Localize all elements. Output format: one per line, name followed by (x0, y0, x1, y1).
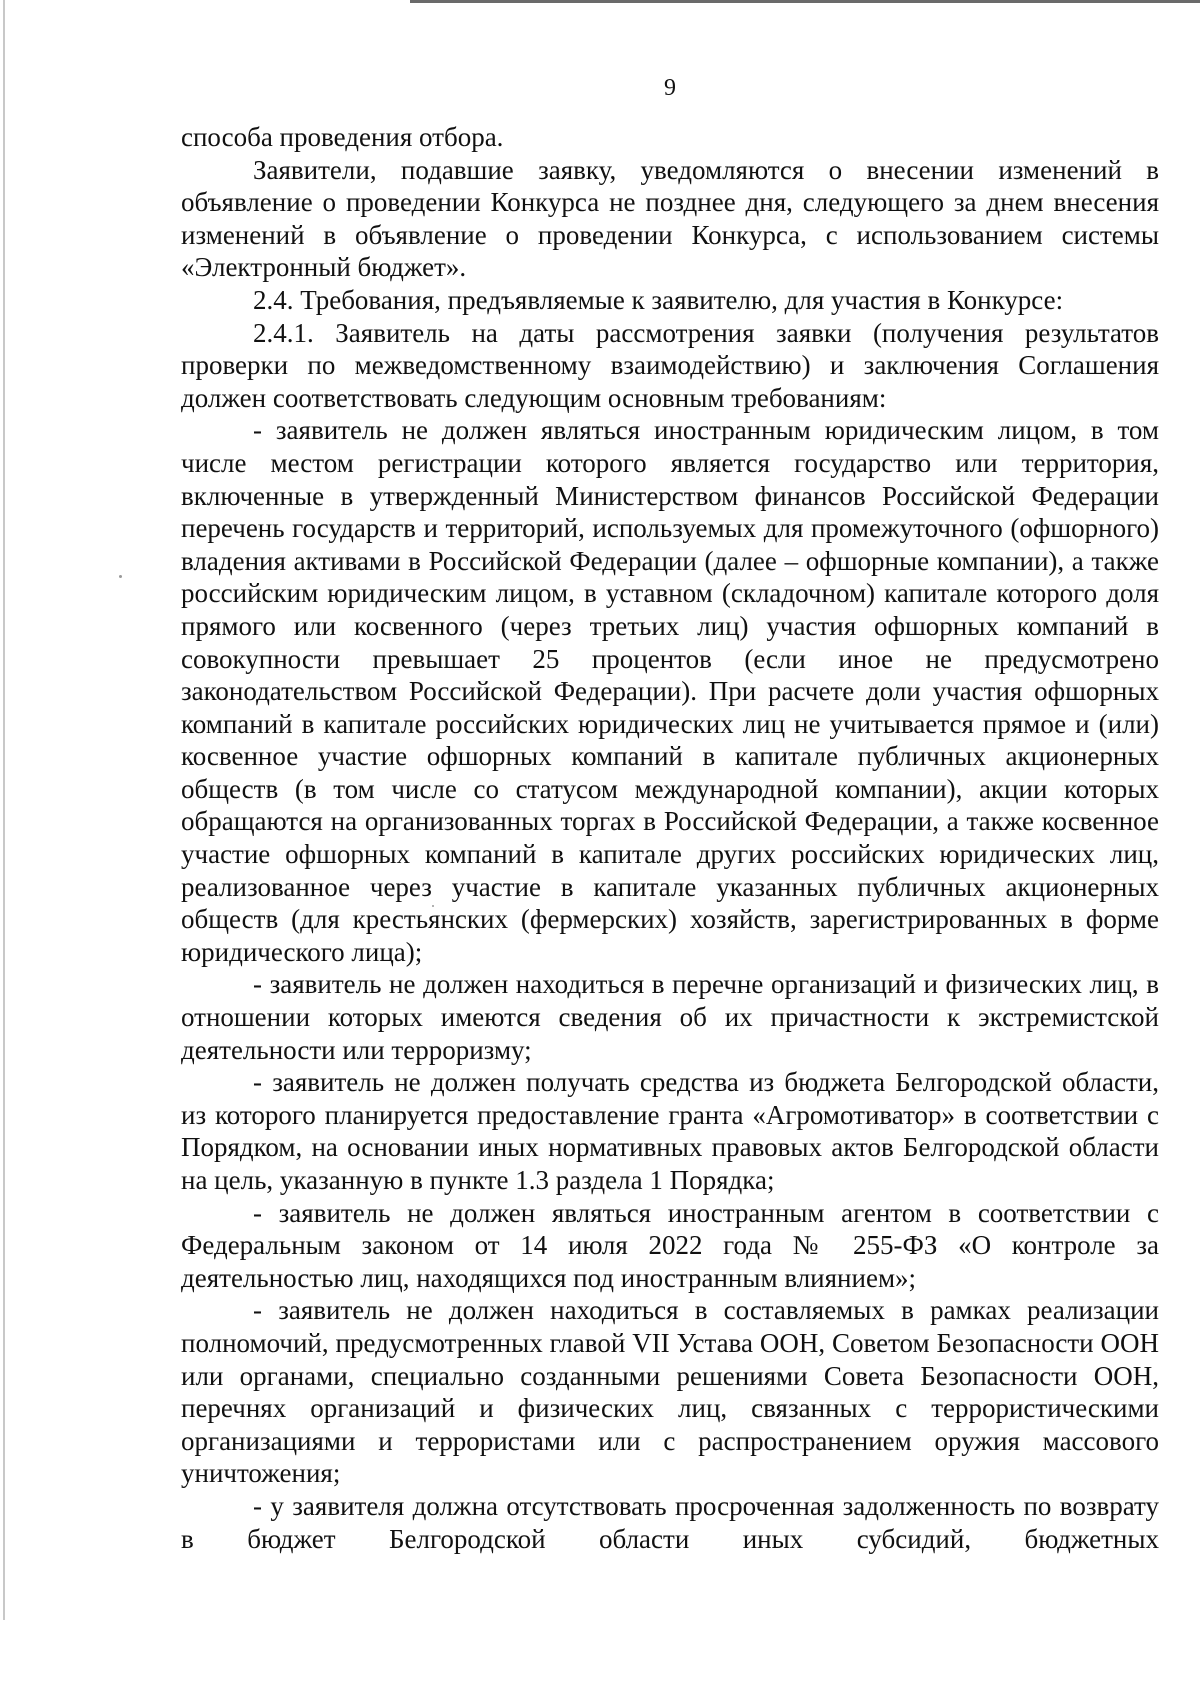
paragraph-continuation: способа проведения отбора. (181, 122, 504, 152)
requirement-extremism-list: - заявитель не должен находиться в перечне организаций и физических лиц, в отношении которых имеются сведения об их причастности к экстремистской деятельности или терроризму; (181, 969, 1159, 1065)
requirement-foreign-entity: - заявитель не должен являться иностранным юридическим лицом, в том числе местом регистрации которого является государство или территория, включенные в утвержденный Министерством финансов Российской Федерации перечень государств и территорий, используемых для промежуточного (офшорного) владения активами в Российской Федерации (далее – офшорные компании), а также российским юридическим лицом, в уставном (складочном) капитале которого доля прямого или косвенного (через третьих лиц) участия офшорных компаний в совокупности превышает 25 процентов (если иное не предусмотрено законодательством Российской Федерации). При расчете доли участия офшорных компаний в капитале российских юридических лиц не учитывается прямое и (или) косвенное участие офшорных компаний в капитале публичных акционерных обществ (в том числе со статусом международной компании), акции которых обращаются на организованных торгах в Российской Федерации, а также косвенное участие офшорных компаний в капитале других российских юридических лиц, реализованное через участие в капитале указанных публичных акционерных обществ (для крестьянских (фермерских) хозяйств, зарегистрированных в форме юридического лица); (181, 415, 1159, 967)
document-body (181, 121, 1159, 1555)
paragraph-notification: Заявители, подавшие заявку, уведомляются о внесении изменений в объявление о проведении Конкурса не позднее дня, следующего за днем внесения изменений в объявление о проведении Конкурса, с использованием системы «Электронный бюджет». (181, 154, 1159, 283)
clause-2-4-1: 2.4.1. Заявитель на даты рассмотрения заявки (получения результатов проверки по межведомственному взаимодействию) и заключения Соглашения должен соответствовать следующим основным требованиям: (181, 317, 1159, 413)
requirement-no-overdue-debt: - у заявителя должна отсутствовать просроченная задолженность по возврату в бюджет Белгородской области иных субсидий, бюджетных (181, 1490, 1159, 1554)
scan-speck (119, 575, 122, 578)
requirement-foreign-agent: - заявитель не должен являться иностранным агентом в соответствии с Федеральным законом от 14 июля 2022 года № 255-ФЗ «О контроле за деятельностью лиц, находящихся под иностранным влиянием»; (181, 1197, 1159, 1293)
scan-edge-top (410, 0, 1200, 3)
requirement-un-lists: - заявитель не должен находиться в составляемых в рамках реализации полномочий, предусмотренных главой VII Устава ООН, Советом Безопасности ООН или органами, специально созданными решениями Совета Безопасности ООН, перечнях организаций и физических лиц, связанных с террористическими организациями и террористами или с распространением оружия массового уничтожения; (181, 1295, 1159, 1489)
scan-edge-left (3, 0, 5, 1620)
page-number: 9 (664, 75, 676, 101)
requirement-no-other-funds: - заявитель не должен получать средства из бюджета Белгородской области, из которого планируется предоставление гранта «Агромотиватор» в соответствии с Порядком, на основании иных нормативных правовых актов Белгородской области на цель, указанную в пункте 1.3 раздела 1 Порядка; (181, 1067, 1159, 1195)
section-heading-2-4: 2.4. Требования, предъявляемые к заявителю, для участия в Конкурсе: (253, 284, 1064, 315)
